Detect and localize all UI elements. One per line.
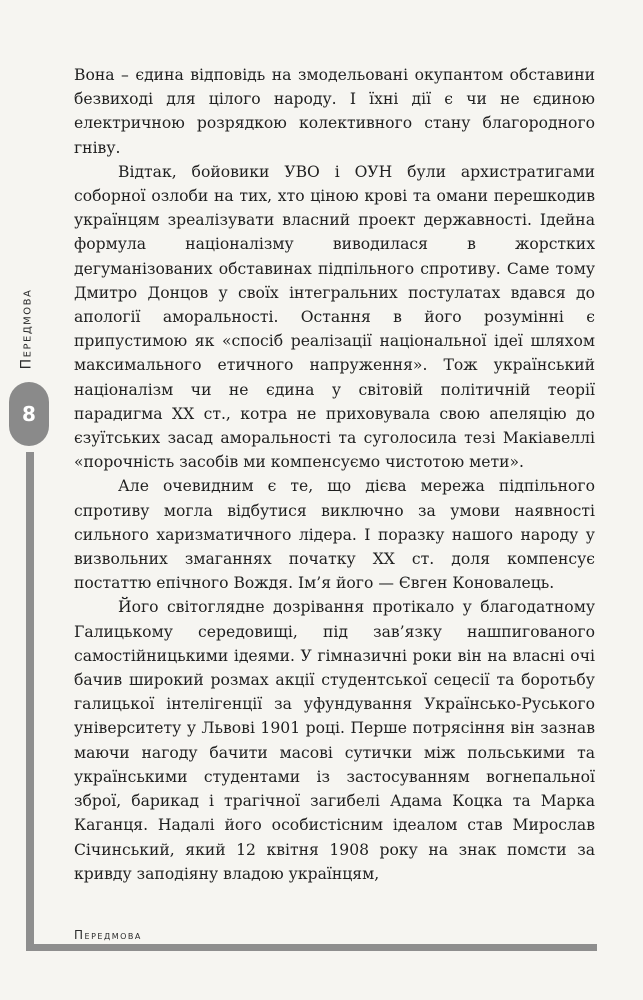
paragraph: Відтак, бойовики УВО і ОУН були архистратигами соборної озлоби на тих, хто ціною крові та омани перешкодив українцям зреалізувати власний проект державності. Ідейна формула націоналізму виводилася в жорстких дегуманізованих обставинах підпільного спротиву. Саме тому Дмитро Донцов у своїх інтегральних постулатах вдався до апології аморальності. Остання в його розумінні є припустимою як «спосіб реалізації національної ідеї шляхом максимального етичного напруження». Тож український націоналізм чи не єдина у світовій політичній теорії парадигма ХХ ст., котра не приховувала свою апеляцію до єзуїтських засад аморальності та суголосила тезі Макіавеллі «порочність засобів ми компенсуємо чистотою мети». bbox=[74, 162, 595, 472]
page-number-badge bbox=[9, 382, 49, 446]
side-section-label bbox=[14, 288, 38, 370]
bottom-margin-rule bbox=[26, 944, 597, 951]
paragraph: Але очевидним є те, що дієва мережа підпільного спротиву могла відбутися виключно за умови наявності сильного харизматичного лідера. І поразку нашого народу у визвольних змаганнях початку ХХ ст. доля компенсує постаттю епічного Вождя. Ім’я його — Євген Коновалець. bbox=[74, 477, 595, 593]
paragraph: Його світоглядне дозрівання протікало у благодатному Галицькому середовищі, під зав’язку нашпигованого самостійницькими ідеями. У гімназичні роки він на власні очі бачив широкий розмах акції студентської сецесії та боротьбу галицької інтелігенції за уфундування Українсько-Руського університету у Львові 1901 році. Перше потрясіння він зазнав маючи нагоду бачити масові сутички між польськими та українськими студентами із застосуванням вогнепальної зброї, барикад і трагічної загибелі Адама Коцка та Марка Каганця. Надалі його особистісним ідеалом став Мирослав Січинський, який 12 квітня 1908 року на знак помсти за кривду заподіяну владою українцям, bbox=[74, 598, 595, 883]
body-text bbox=[74, 63, 595, 886]
running-footer: Передмова bbox=[74, 928, 142, 942]
paragraph: Вона – єдина відповідь на змодельовані окупантом обставини безвиході для цілого народу. І їхні дії є чи не єдиною електричною розрядкою колективного стану благородного гніву. bbox=[74, 66, 595, 157]
side-section-label-text: Передмова bbox=[18, 288, 34, 370]
left-margin-rule bbox=[26, 452, 34, 950]
page-number: 8 bbox=[22, 402, 36, 426]
